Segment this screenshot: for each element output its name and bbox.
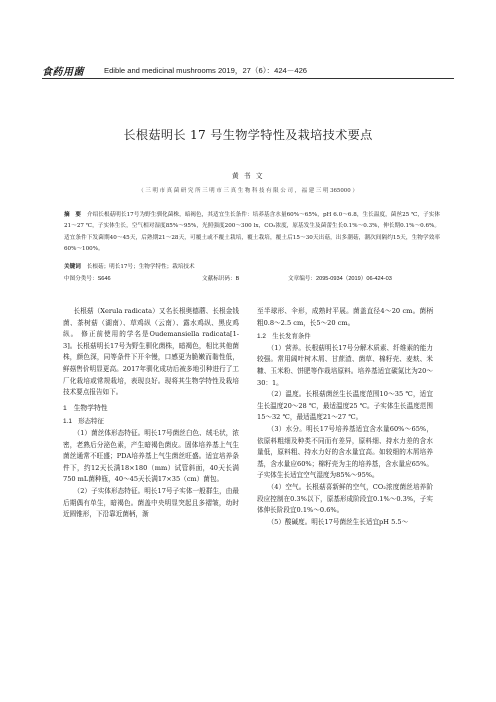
subsection-heading: 1.1 形态特征	[63, 418, 104, 426]
body-paragraph: （4）空气。长根菇喜新鲜的空气，CO₂浓度菌丝培养阶段应控制在0.3%以下，原基形成阶段宜0.1%～0.3%，子实体伸长阶段宜0.1%～0.6%。	[257, 482, 433, 515]
abstract	[64, 210, 440, 256]
body-paragraph: （5）酸碱度。明长17号菌丝生长适宜pH 5.5～	[267, 517, 409, 526]
keywords-text: 长根菇；明长17号；生物学特性；栽培技术	[86, 264, 195, 270]
journal-citation: Edible and medicinal mushrooms 2019，27（6）：424－426	[104, 66, 308, 75]
header-rule	[42, 78, 454, 79]
keywords-label: 关键词	[64, 264, 81, 270]
intro-paragraph: 长根菇（Xerula radicata）又名长根奥德蘑、长根金钱菌、茶树菇（湖南）、草鸡纵（云南）、露水鸡纵、黑皮鸡纵。 修正前使用的学名是Oudemansiella radicata[1-3]。长根菇明长17号为野生驯化菌株，暗褐色，相比其他菌株，颜色深，同等条件下开伞慢，口感更为脆嫩而黏性低，鲜菇售价明显更高。2017年驯化成功后被多地引种进行了工厂化栽培或常规栽培，表现良好。现将其生物学特性及栽培技术要点报告如下。	[63, 307, 239, 397]
body-paragraph: （3）水分。明长17号培养基适宜含水量60%～65%，依原料粗细及种类不同而有差异，原料细、持水力差的含水量低，原料粗、持水力好的含水量宜高。如较细的木屑培养基，含水量应60%；棉籽壳为主的培养基，含水量应65%。子实体生长适宜空气湿度为85%～95%。	[257, 424, 433, 480]
body-column-right	[257, 306, 433, 528]
section-heading: 1 生物学特性	[63, 404, 108, 412]
clc-number: 中图分类号：S646	[64, 276, 111, 282]
body-column-left	[63, 306, 239, 521]
article-number: 文章编号：2095-0934（2019）06-424-03	[288, 276, 392, 282]
body-paragraph: （1）营养。长根菇明长17号分解木质素、纤维素的能力较强。常用阔叶树木屑、甘蔗渣、菌草、棉籽壳、麦麸、米糠、玉米粉、饼肥等作栽培原料。培养基适宜碳氮比为20～30：1。	[257, 343, 433, 387]
journal-header	[42, 63, 454, 79]
keywords	[64, 262, 440, 270]
body-paragraph: （2）温度。长根菇菌丝生长温度范围10～35 ℃，适宜生长温度20～28 ℃，最适温度25 ℃。子实体生长温度范围15～32 ℃，最适温度21～27 ℃。	[257, 390, 433, 422]
journal-logo: 食药用菌	[42, 67, 84, 78]
body-paragraph: （1）菌丝体形态特征。明长17号菌丝白色、绒毛状，浓密，老熟后分泌色素，产生暗褐色菌皮。固体培养基上气生菌丝通常不旺盛；PDA培养基上气生菌丝旺盛。适宜培养条件下，约12天长满18×180（mm）试管斜面，40天长满750 mL菌种瓶，40～45天长满17×35（cm）菌包。	[63, 428, 239, 484]
affiliation: （ 三 明 市 真 菌 研 究 所 三 明 市 三 真 生 物 科 技 有 限 公 司 ， 福 建 三 明 365000 ）	[138, 188, 358, 194]
body-paragraph: 至半球形、伞形，成熟时平展。菌盖直径4～20 cm。菌柄粗0.8～2.5 cm，长5～20 cm。	[257, 307, 433, 327]
paper-title: 长根菇明长 17 号生物学特性及栽培技术要点	[123, 128, 373, 142]
abstract-text: 介绍长根菇明长17号为野生驯化菌株，暗褐色，其适宜生长条件：培养基含水量60%～65%，pH 6.0～6.8，生长温度，菌丝25 ℃，子实体21～27 ℃，子实体生长，空气相对湿度85%～95%，光照强度200～300 lx，CO₂浓度，原基发生及菌蕾生长0.1%～0.3%，伸长期0.1%～0.6%。适宜条件下发菌期40～45天，后熟期21～28天，可覆土或不覆土栽培，覆土栽培，覆土后15～30天出菇，出多潮菇，潮次间隔约15天，生物学效率60%～100%。	[64, 212, 440, 253]
abstract-label: 摘 要	[64, 212, 81, 218]
author: 黄 书 文	[231, 172, 265, 180]
subsection-heading: 1.2 生长发育条件	[257, 333, 311, 341]
body-paragraph: （2）子实体形态特征。明长17号子实体一般群生，由最后期偶有单生，暗褐色。菌盖中央明显突起且多褶皱，幼时近圆锥形，下沿靠近菌柄，渐	[63, 486, 239, 519]
document-code: 文献标识码：B	[202, 276, 240, 282]
